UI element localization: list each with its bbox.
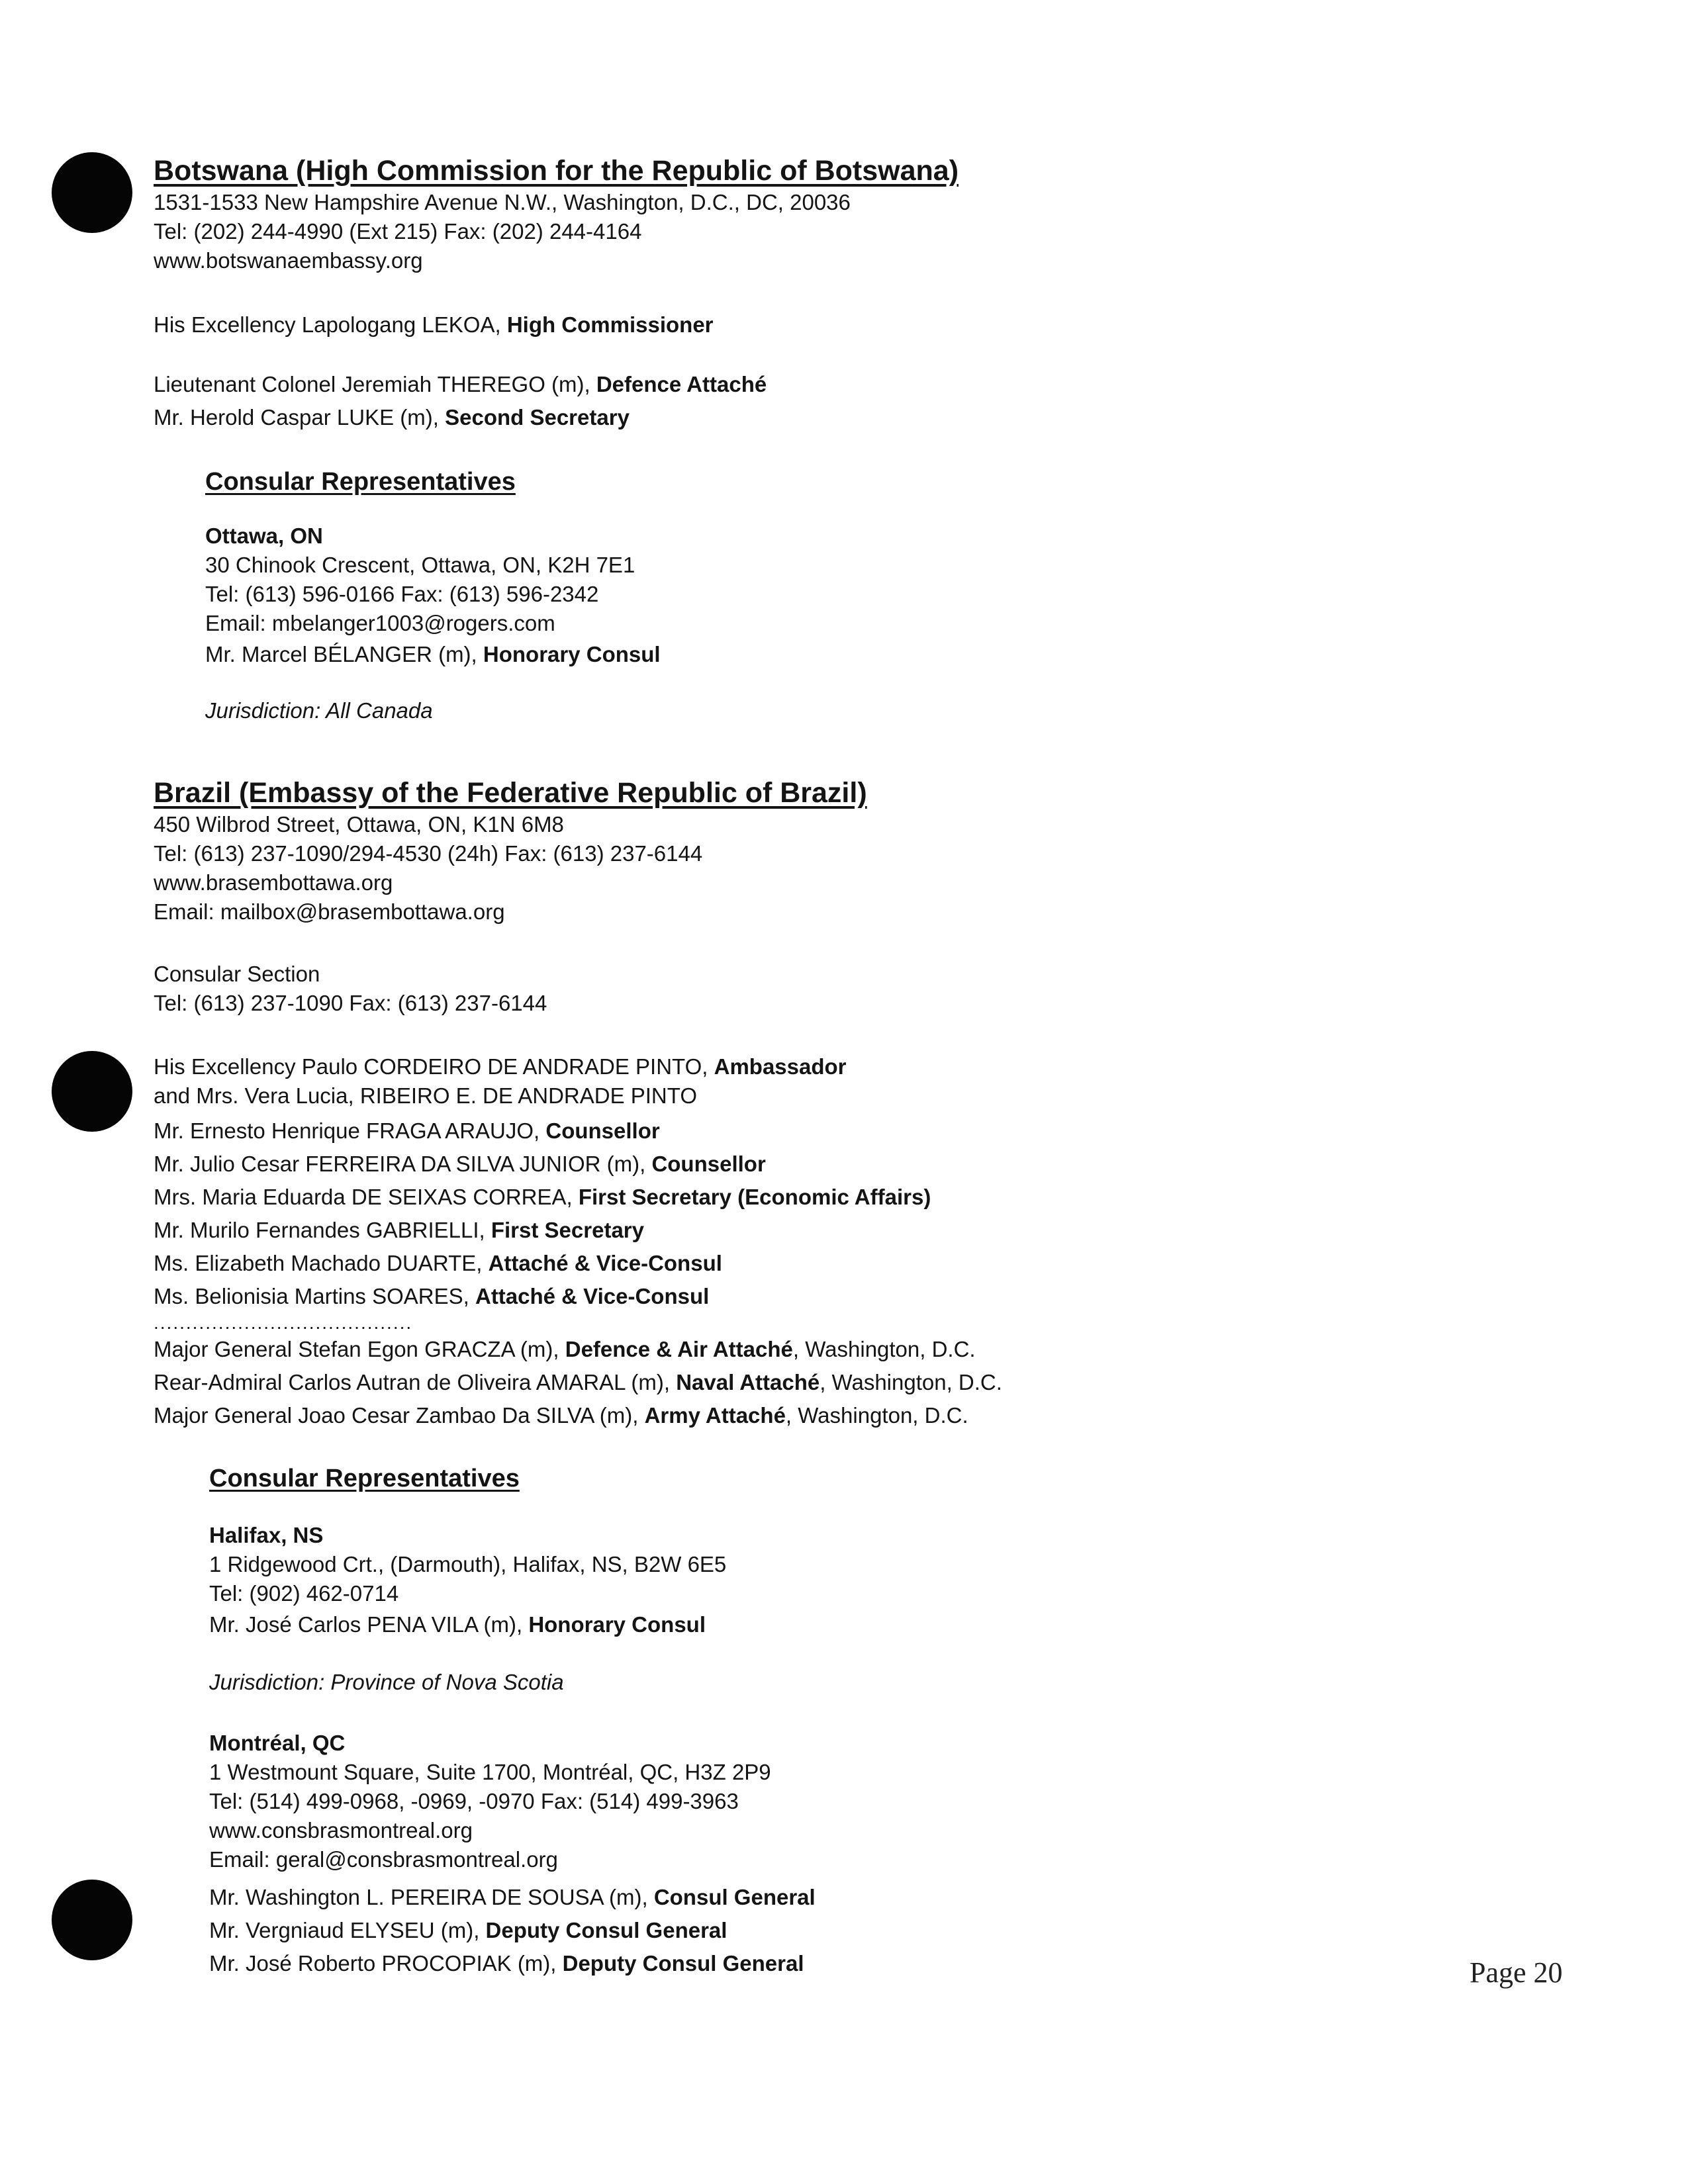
brazil-attache-row: Rear-Admiral Carlos Autran de Oliveira AMARAL (m), Naval Attaché, Washington, D.C.	[154, 1370, 1002, 1394]
brazil-attache-row: Major General Joao Cesar Zambao Da SILVA (m), Army Attaché, Washington, D.C.	[154, 1403, 968, 1428]
botswana-web: www.botswanaembassy.org	[154, 248, 423, 273]
consular-email: Email: mbelanger1003@rogers.com	[205, 611, 555, 635]
brazil-consular	[209, 1463, 1467, 1980]
botswana-staff-row: Lieutenant Colonel Jeremiah THEREGO (m), Defence Attaché	[154, 372, 767, 396]
consular-tel-halifax: Tel: (902) 462-0714	[209, 1581, 399, 1606]
consular-tel-montreal: Tel: (514) 499-0968, -0969, -0970 Fax: (514) 499-3963	[209, 1789, 739, 1813]
botswana-section	[154, 154, 1477, 434]
brazil-staff-row: Mr. Ernesto Henrique FRAGA ARAUJO, Counsellor	[154, 1118, 660, 1143]
botswana-heading: Botswana (High Commission for the Republic of Botswana)	[154, 155, 959, 187]
brazil-consular-section-label: Consular Section	[154, 962, 320, 986]
consular-web-montreal: www.consbrasmontreal.org	[209, 1818, 473, 1843]
consular-address: 30 Chinook Crescent, Ottawa, ON, K2H 7E1	[205, 553, 635, 577]
botswana-address: 1531-1533 New Hampshire Avenue N.W., Washington, D.C., DC, 20036	[154, 190, 851, 214]
brazil-ambassador: His Excellency Paulo CORDEIRO DE ANDRADE PINTO, Ambassador	[154, 1054, 847, 1079]
consular-city-montreal: Montréal, QC	[209, 1731, 346, 1755]
brazil-attache-row: Major General Stefan Egon GRACZA (m), Defence & Air Attaché, Washington, D.C.	[154, 1337, 976, 1361]
brazil-consular-tel: Tel: (613) 237-1090 Fax: (613) 237-6144	[154, 991, 547, 1015]
brazil-staff-row: Ms. Belionisia Martins SOARES, Attaché & Vice-Consul	[154, 1284, 710, 1308]
brazil-section	[154, 776, 1477, 1432]
consular-person-halifax: Mr. José Carlos PENA VILA (m), Honorary Consul	[209, 1612, 706, 1637]
brazil-web: www.brasembottawa.org	[154, 870, 393, 895]
consular-staff-montreal: Mr. Washington L. PEREIRA DE SOUSA (m), Consul General	[209, 1885, 816, 1909]
consular-city-halifax: Halifax, NS	[209, 1523, 324, 1547]
brazil-staff-row: Mr. Julio Cesar FERREIRA DA SILVA JUNIOR (m), Counsellor	[154, 1152, 766, 1176]
brazil-tel: Tel: (613) 237-1090/294-4530 (24h) Fax: (613) 237-6144	[154, 841, 703, 866]
punch-hole-bottom	[52, 1880, 132, 1960]
brazil-staff-row: Mr. Murilo Fernandes GABRIELLI, First Secretary	[154, 1218, 644, 1242]
consular-email-montreal: Email: geral@consbrasmontreal.org	[209, 1847, 558, 1872]
consular-staff-montreal: Mr. José Roberto PROCOPIAK (m), Deputy Consul General	[209, 1951, 804, 1976]
separator-dots: ........................................	[154, 1312, 413, 1333]
consular-person: Mr. Marcel BÉLANGER (m), Honorary Consul	[205, 642, 661, 666]
consular-address-halifax: 1 Ridgewood Crt., (Darmouth), Halifax, NS, B2W 6E5	[209, 1552, 727, 1576]
brazil-heading: Brazil (Embassy of the Federative Republic of Brazil)	[154, 777, 867, 809]
consular-staff-montreal: Mr. Vergniaud ELYSEU (m), Deputy Consul General	[209, 1918, 727, 1942]
botswana-staff-row: Mr. Herold Caspar LUKE (m), Second Secretary	[154, 405, 630, 430]
consular-representatives-heading: Consular Representatives	[209, 1465, 520, 1492]
brazil-ambassador-spouse: and Mrs. Vera Lucia, RIBEIRO E. DE ANDRADE PINTO	[154, 1083, 697, 1108]
consular-jurisdiction-halifax: Jurisdiction: Province of Nova Scotia	[209, 1670, 564, 1694]
consular-address-montreal: 1 Westmount Square, Suite 1700, Montréal, QC, H3Z 2P9	[209, 1760, 771, 1784]
brazil-email: Email: mailbox@brasembottawa.org	[154, 899, 505, 924]
consular-city: Ottawa, ON	[205, 523, 323, 548]
page-number: Page 20	[1470, 1956, 1563, 1989]
punch-hole-top	[52, 152, 132, 233]
botswana-tel: Tel: (202) 244-4990 (Ext 215) Fax: (202) 244-4164	[154, 219, 642, 244]
consular-jurisdiction: Jurisdiction: All Canada	[205, 698, 433, 723]
consular-tel: Tel: (613) 596-0166 Fax: (613) 596-2342	[205, 582, 599, 606]
brazil-staff-row: Mrs. Maria Eduarda DE SEIXAS CORREA, First Secretary (Economic Affairs)	[154, 1185, 931, 1209]
brazil-address: 450 Wilbrod Street, Ottawa, ON, K1N 6M8	[154, 812, 564, 837]
botswana-staff-row: His Excellency Lapologang LEKOA, High Commissioner	[154, 312, 714, 337]
botswana-consular	[205, 466, 1463, 725]
consular-representatives-heading: Consular Representatives	[205, 468, 516, 496]
brazil-staff-row: Ms. Elizabeth Machado DUARTE, Attaché & Vice-Consul	[154, 1251, 722, 1275]
punch-hole-middle	[52, 1051, 132, 1132]
